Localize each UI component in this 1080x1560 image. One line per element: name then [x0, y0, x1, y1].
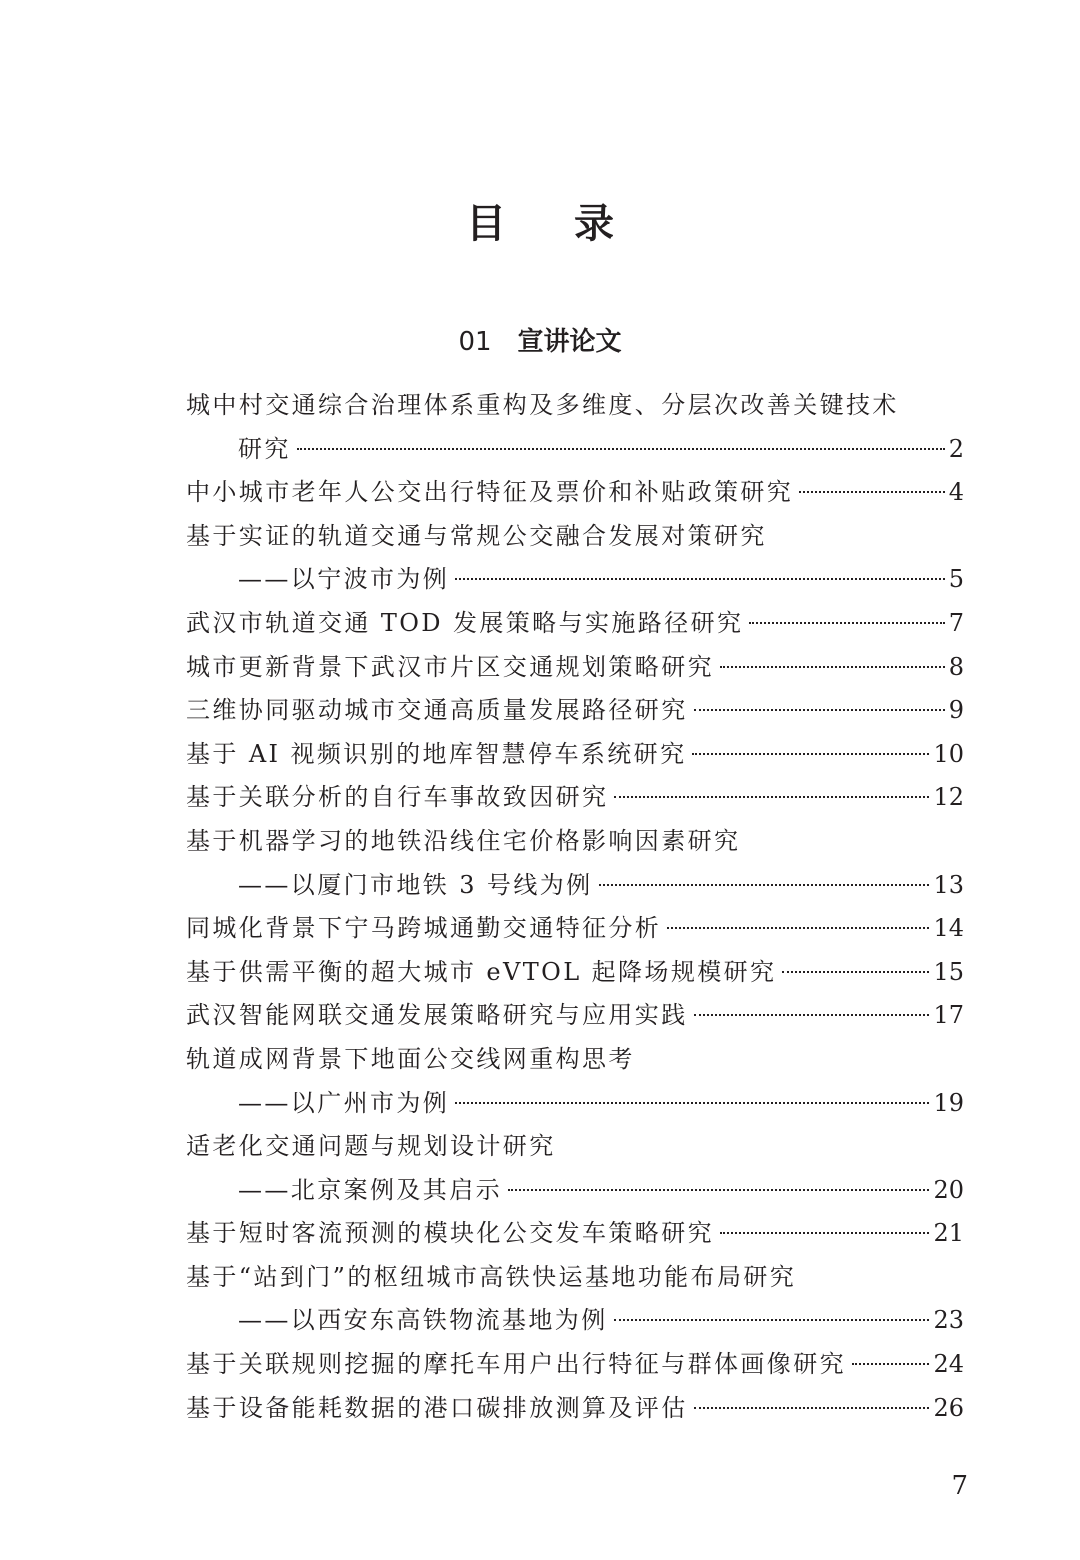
toc-entry[interactable] — [186, 907, 964, 951]
toc-entry-line — [186, 646, 964, 690]
dot-leader — [749, 622, 944, 624]
toc-entry-line — [186, 471, 964, 515]
page-number: 7 — [951, 1471, 968, 1501]
dot-leader — [455, 578, 945, 580]
dot-leader — [799, 491, 945, 493]
toc-entry-title: 基于关联规则挖掘的摩托车用户出行特征与群体画像研究 — [186, 1350, 846, 1379]
toc-entry-continuation — [186, 558, 964, 602]
dot-leader — [297, 448, 945, 450]
toc-entry-title: 基于设备能耗数据的港口碳排放测算及评估 — [186, 1393, 688, 1422]
toc-entry[interactable] — [186, 1256, 964, 1343]
toc-entry[interactable] — [186, 994, 964, 1038]
section-number: 01 — [458, 327, 492, 357]
toc-entry[interactable] — [186, 646, 964, 690]
toc-entry[interactable] — [186, 384, 964, 471]
toc-entry-page: 19 — [933, 1088, 964, 1117]
toc-entry-page: 21 — [933, 1219, 964, 1248]
section-title: 宣讲论文 — [517, 327, 622, 357]
toc-entry-title: 适老化交通问题与规划设计研究 — [186, 1132, 556, 1161]
toc-entry-title: 基于“站到门”的枢纽城市高铁快运基地功能布局研究 — [186, 1262, 797, 1291]
toc-entry-page: 12 — [933, 783, 964, 812]
toc-entry-line — [186, 733, 964, 777]
toc-entry-line — [186, 820, 964, 864]
toc-entry-page: 14 — [933, 914, 964, 943]
page-title: 目录 — [466, 201, 682, 247]
toc-entry-page: 20 — [933, 1175, 964, 1204]
toc-entry[interactable] — [186, 733, 964, 777]
toc-entry[interactable] — [186, 689, 964, 733]
toc-entry-title: 武汉市轨道交通 TOD 发展策略与实施路径研究 — [186, 608, 744, 637]
toc-entry[interactable] — [186, 1125, 964, 1212]
toc-entry-title: 基于 AI 视频识别的地库智慧停车系统研究 — [186, 739, 687, 768]
toc-entry-line — [186, 1387, 964, 1431]
toc-entry-line — [186, 776, 964, 820]
toc-entry-title: 三维协同驱动城市交通高质量发展路径研究 — [186, 696, 688, 725]
dot-leader — [508, 1189, 929, 1191]
toc-entry[interactable] — [186, 471, 964, 515]
toc-entry-page: 4 — [948, 478, 964, 507]
toc-entry-title: ——以宁波市为例 — [238, 565, 450, 594]
toc-entry[interactable] — [186, 951, 964, 995]
toc-entry-line — [186, 1256, 964, 1300]
toc-entry[interactable] — [186, 602, 964, 646]
toc-entry-title: ——以西安东高铁物流基地为例 — [238, 1306, 608, 1335]
toc-entry-line — [186, 689, 964, 733]
toc-entry-line — [186, 1125, 964, 1169]
dot-leader — [852, 1363, 929, 1365]
toc-entry-title: 基于供需平衡的超大城市 eVTOL 起降场规模研究 — [186, 957, 777, 986]
toc-entry-title: 中小城市老年人公交出行特征及票价和补贴政策研究 — [186, 478, 794, 507]
toc-entry-page: 8 — [948, 652, 964, 681]
toc-entry-continuation — [186, 428, 964, 472]
dot-leader — [694, 1407, 930, 1409]
toc-entry-line — [186, 907, 964, 951]
toc-entry-title: ——以广州市为例 — [238, 1088, 450, 1117]
toc-entry-title: ——北京案例及其启示 — [238, 1175, 502, 1204]
toc-entry-line — [186, 1212, 964, 1256]
toc-entry-title: 同城化背景下宁马跨城通勤交通特征分析 — [186, 914, 662, 943]
toc-entry-page: 13 — [933, 870, 964, 899]
toc-entry-page: 7 — [948, 608, 964, 637]
dot-leader — [614, 1319, 930, 1321]
toc-entry-continuation — [186, 1299, 964, 1343]
toc-entry-line — [186, 1038, 964, 1082]
dot-leader — [614, 796, 929, 798]
table-of-contents — [186, 384, 964, 1430]
toc-entry-title: 轨道成网背景下地面公交线网重构思考 — [186, 1044, 635, 1073]
toc-entry[interactable] — [186, 776, 964, 820]
toc-entry-line — [186, 515, 964, 559]
dot-leader — [694, 1014, 930, 1016]
toc-entry-page: 23 — [933, 1306, 964, 1335]
toc-entry-page: 2 — [948, 434, 964, 463]
toc-entry-title: 城市更新背景下武汉市片区交通规划策略研究 — [186, 652, 714, 681]
toc-entry-title: 城中村交通综合治理体系重构及多维度、分层次改善关键技术 — [186, 391, 899, 419]
toc-entry-title: 研究 — [238, 434, 291, 463]
toc-entry-title: 基于关联分析的自行车事故致因研究 — [186, 783, 609, 812]
toc-entry[interactable] — [186, 1343, 964, 1387]
dot-leader — [782, 971, 929, 973]
toc-entry-continuation — [186, 1169, 964, 1213]
toc-entry-page: 15 — [933, 957, 964, 986]
dot-leader — [694, 709, 945, 711]
toc-entry-page: 17 — [933, 1001, 964, 1030]
toc-entry[interactable] — [186, 1038, 964, 1125]
toc-entry-page: 24 — [933, 1350, 964, 1379]
dot-leader — [599, 884, 930, 886]
toc-entry-title: 基于实证的轨道交通与常规公交融合发展对策研究 — [186, 521, 767, 550]
toc-entry-title: ——以厦门市地铁 3 号线为例 — [238, 870, 593, 899]
toc-entry-line — [186, 951, 964, 995]
toc-entry-line — [186, 1343, 964, 1387]
toc-entry-page: 26 — [933, 1393, 964, 1422]
dot-leader — [720, 666, 945, 668]
toc-entry[interactable] — [186, 1387, 964, 1431]
toc-entry-page: 9 — [948, 696, 964, 725]
dot-leader — [455, 1102, 929, 1104]
toc-entry[interactable] — [186, 820, 964, 907]
toc-entry-line — [186, 384, 964, 428]
toc-entry[interactable] — [186, 515, 964, 602]
toc-entry-line — [186, 602, 964, 646]
toc-entry-continuation — [186, 864, 964, 908]
toc-entry[interactable] — [186, 1212, 964, 1256]
toc-entry-continuation — [186, 1082, 964, 1126]
toc-entry-title: 武汉智能网联交通发展策略研究与应用实践 — [186, 1001, 688, 1030]
dot-leader — [692, 753, 929, 755]
dot-leader — [667, 927, 929, 929]
section-heading — [0, 322, 1080, 362]
toc-entry-line — [186, 994, 964, 1038]
toc-entry-title: 基于短时客流预测的模块化公交发车策略研究 — [186, 1219, 714, 1248]
toc-entry-page: 5 — [948, 565, 964, 594]
toc-entry-page: 10 — [933, 739, 964, 768]
dot-leader — [720, 1232, 929, 1234]
toc-entry-title: 基于机器学习的地铁沿线住宅价格影响因素研究 — [186, 826, 741, 855]
